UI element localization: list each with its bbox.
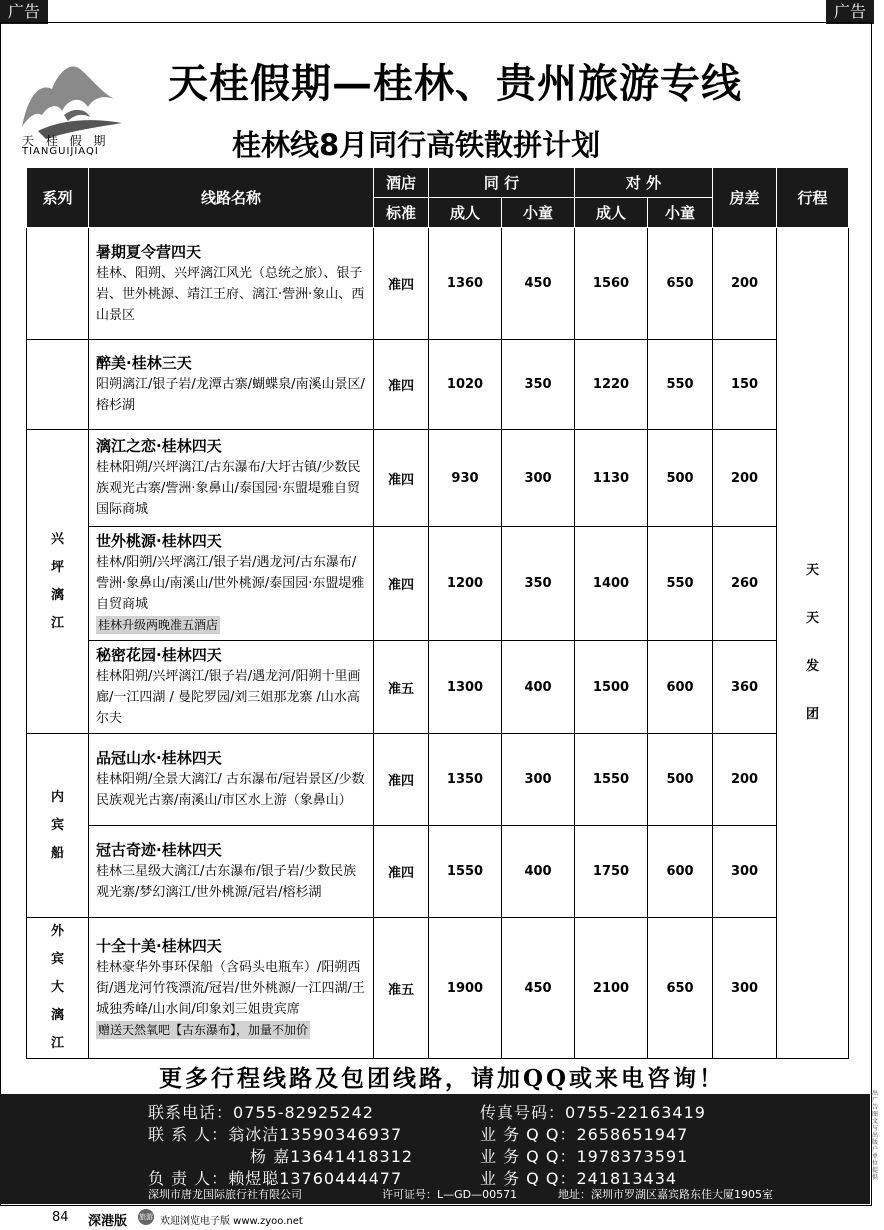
contact-person-1[interactable]: 翁冰洁13590346937 (228, 1125, 403, 1144)
magazine-logo-icon: 旅游 (138, 1209, 154, 1225)
room-diff: 260 (713, 527, 777, 641)
qq-number[interactable]: 241813434 (576, 1169, 678, 1188)
route-name: 醉美·桂林三天 (96, 354, 192, 372)
route-name: 秘密花园·桂林四天 (96, 646, 222, 664)
series-xingping-lijiang (27, 430, 89, 734)
route-name: 十全十美·桂林四天 (96, 936, 222, 955)
phone-label: 联系电话： (148, 1103, 234, 1122)
route-cell (89, 340, 374, 430)
room-diff: 200 (713, 734, 777, 826)
public-adult-price: 1750 (575, 826, 648, 918)
route-note-highlight: 桂林升级两晚准五酒店 (98, 618, 219, 632)
series-char: 江 (50, 615, 64, 631)
series-char: 漓 (50, 587, 64, 603)
series-char: 宾 (50, 817, 64, 833)
route-desc: 桂林、阳朔、兴坪漓江风光（总统之旅）、银子岩、世外桃源、靖江王府、漓江·訾洲·象山、西山景区 (96, 265, 365, 323)
qq-number[interactable]: 1978373591 (576, 1147, 689, 1166)
table-row (27, 340, 849, 430)
peer-child-price: 450 (502, 228, 575, 340)
manager-contact[interactable]: 赖煜聪13760444477 (228, 1169, 403, 1188)
header-peer: 同 行 (429, 168, 575, 198)
route-name: 品冠山水·桂林四天 (96, 749, 222, 767)
header-peer-child: 小童 (502, 198, 575, 228)
route-cell (89, 734, 374, 826)
route-desc: 桂林阳朔/全景大漓江/ 古东瀑布/冠岩景区/少数民族观光古寨/南溪山/市区水上游（象鼻山） (96, 772, 365, 808)
table-row (27, 430, 849, 527)
header-peer-adult: 成人 (429, 198, 502, 228)
peer-child-price: 300 (502, 430, 575, 527)
room-diff: 360 (713, 641, 777, 734)
room-diff: 200 (713, 228, 777, 340)
route-cell (89, 826, 374, 918)
peer-adult-price: 1020 (429, 340, 502, 430)
header-public-adult: 成人 (575, 198, 648, 228)
peer-child-price: 300 (502, 734, 575, 826)
peer-adult-price: 1900 (429, 918, 502, 1059)
route-desc: 桂林阳朔/兴坪漓江/古东瀑布/大圩古镇/少数民族观光古寨/訾洲·象鼻山/泰国园·东盟堤雅自贸国际商城 (96, 460, 361, 517)
header-route: 线路名称 (89, 168, 374, 228)
contact-person-label: 联 系 人： (148, 1125, 229, 1144)
route-price-table (26, 167, 849, 1059)
ad-label-left: 广告 (0, 0, 48, 24)
public-adult-price: 1500 (575, 641, 648, 734)
header-hotel: 酒店 (374, 168, 429, 198)
trip-char: 发 (806, 659, 820, 674)
route-name: 漓江之恋·桂林四天 (96, 437, 222, 455)
phone-line (148, 1100, 374, 1123)
header-trip: 行程 (777, 168, 849, 228)
peer-child-price: 350 (502, 340, 575, 430)
qq-line-2 (480, 1144, 688, 1167)
public-adult-price: 1220 (575, 340, 648, 430)
public-adult-price: 1560 (575, 228, 648, 340)
route-name: 世外桃源·桂林四天 (96, 532, 222, 550)
peer-child-price: 400 (502, 641, 575, 734)
route-note-highlight: 赠送天然氧吧【古东瀑布】，加量不加价 (98, 1022, 309, 1037)
hotel-standard: 准四 (374, 527, 429, 641)
route-cell (89, 918, 374, 1059)
peer-adult-price: 1200 (429, 527, 502, 641)
qq-label: 业 务 Q Q： (480, 1147, 577, 1166)
series-char: 漓 (50, 1008, 64, 1023)
route-name: 冠古奇迹·桂林四天 (96, 841, 222, 859)
company-name-cn: 天 桂 假 期 (22, 134, 110, 148)
trip-char: 天 (806, 563, 820, 578)
room-diff: 300 (713, 918, 777, 1059)
peer-child-price: 450 (502, 918, 575, 1059)
peer-adult-price: 1300 (429, 641, 502, 734)
public-adult-price: 1400 (575, 527, 648, 641)
route-cell (89, 641, 374, 734)
public-child-price: 600 (648, 641, 713, 734)
room-diff: 300 (713, 826, 777, 918)
contact-panel (0, 1094, 870, 1204)
series-char: 内 (50, 789, 64, 805)
route-cell (89, 430, 374, 527)
company-name-en: TIANGUIJIAQI (22, 146, 99, 157)
public-child-price: 550 (648, 527, 713, 641)
qq-line-1 (480, 1122, 688, 1145)
trip-schedule (777, 228, 849, 1059)
series-char: 大 (50, 980, 64, 995)
header-public: 对 外 (575, 168, 713, 198)
hotel-standard: 准四 (374, 734, 429, 826)
route-desc: 桂林/阳朔/兴坪漓江/银子岩/遇龙河/古东瀑布/訾洲·象鼻山/南溪山/世外桃源/泰国园·东盟堤雅自贸商城 (96, 555, 365, 612)
route-desc: 桂林阳朔/兴坪漓江/银子岩/遇龙河/阳朔十里画廊/一江四湖 / 曼陀罗园/刘三姐那龙寨 /山水高尔夫 (96, 669, 361, 726)
contact-person-2[interactable]: 杨 嘉13641418312 (250, 1147, 414, 1166)
peer-adult-price: 1360 (429, 228, 502, 340)
public-child-price: 500 (648, 734, 713, 826)
series-neibin-boat (27, 734, 89, 918)
header-public-child: 小童 (648, 198, 713, 228)
header-standard: 标准 (374, 198, 429, 228)
qq-number[interactable]: 2658651947 (576, 1125, 689, 1144)
public-adult-price: 1550 (575, 734, 648, 826)
route-cell (89, 228, 374, 340)
peer-adult-price: 1350 (429, 734, 502, 826)
phone-number[interactable]: 0755-82925242 (233, 1103, 374, 1122)
room-diff: 200 (713, 430, 777, 527)
trip-char: 团 (806, 707, 820, 722)
series-waibin-lijiang (27, 918, 89, 1059)
page-number: 84 (52, 1210, 69, 1225)
public-adult-price: 2100 (575, 918, 648, 1059)
hotel-standard: 准四 (374, 826, 429, 918)
table-row (27, 918, 849, 1059)
contact-person-line (148, 1122, 402, 1145)
public-child-price: 650 (648, 918, 713, 1059)
trip-char: 天 (806, 611, 820, 626)
public-child-price: 550 (648, 340, 713, 430)
ad-label-right: 广告 (826, 0, 874, 24)
hotel-standard: 准五 (374, 918, 429, 1059)
public-child-price: 500 (648, 430, 713, 527)
main-title: 天桂假期—桂林、贵州旅游专线 (168, 60, 742, 107)
fax-label: 传真号码： (480, 1103, 566, 1122)
table-row (27, 826, 849, 918)
license-number: 许可证号：L—GD—00571 (382, 1188, 518, 1201)
peer-child-price: 350 (502, 527, 575, 641)
hotel-standard: 准四 (374, 430, 429, 527)
public-child-price: 650 (648, 228, 713, 340)
table-row (27, 734, 849, 826)
header-room-diff: 房差 (713, 168, 777, 228)
series-cell-empty (27, 340, 89, 430)
table-row (27, 641, 849, 734)
edition-label: 深港版 (88, 1214, 128, 1229)
qq-label: 业 务 Q Q： (480, 1169, 577, 1188)
qq-label: 业 务 Q Q： (480, 1125, 577, 1144)
series-cell-empty (27, 228, 89, 340)
fax-number[interactable]: 0755-22163419 (565, 1103, 706, 1122)
header-series: 系列 (27, 168, 89, 228)
peer-child-price: 400 (502, 826, 575, 918)
series-char: 江 (50, 1036, 64, 1051)
series-char: 宾 (50, 952, 64, 967)
table-row (27, 228, 849, 340)
route-cell (89, 527, 374, 641)
route-desc: 桂林豪华外事环保船（含码头电瓶车）/阳朔西街/遇龙河竹筏漂流/冠岩/世外桃源/一江四湖/王城独秀峰/山水间/印象刘三姐贵宾席 (96, 959, 365, 1017)
series-char: 船 (50, 845, 64, 861)
room-diff: 150 (713, 340, 777, 430)
series-char: 兴 (50, 531, 64, 547)
more-routes-banner: 更多行程线路及包团线路，请加QQ或来电咨询！ (158, 1065, 726, 1092)
manager-label: 负 责 人： (148, 1169, 229, 1188)
peer-adult-price: 930 (429, 430, 502, 527)
agency-address: 地址：深圳市罗湖区嘉宾路东佳大厦1905室 (558, 1188, 773, 1201)
series-char: 外 (50, 924, 64, 939)
public-child-price: 600 (648, 826, 713, 918)
table-row (27, 527, 849, 641)
sub-title: 桂林线8月同行高铁散拼计划 (232, 128, 601, 162)
series-char: 坪 (50, 559, 64, 575)
hotel-standard: 准四 (374, 228, 429, 340)
route-desc: 阳朔漓江/银子岩/龙潭古寨/蝴蝶泉/南溪山景区/榕杉湖 (96, 377, 365, 413)
website-link[interactable]: 欢迎浏览电子版 www.zyoo.net (160, 1216, 303, 1227)
hotel-standard: 准四 (374, 340, 429, 430)
hotel-standard: 准五 (374, 641, 429, 734)
route-name: 暑期夏令营四天 (96, 242, 202, 261)
fax-line (480, 1100, 706, 1123)
side-disclaimer: 出广告图文与出版户单位提供 (872, 1090, 879, 1181)
agency-name: 深圳市唐龙国际旅行社有限公司 (148, 1188, 302, 1201)
public-adult-price: 1130 (575, 430, 648, 527)
peer-adult-price: 1550 (429, 826, 502, 918)
route-desc: 桂林三星级大漓江/古东瀑布/银子岩/少数民族观光寨/梦幻漓江/世外桃源/冠岩/榕杉湖 (96, 864, 357, 900)
